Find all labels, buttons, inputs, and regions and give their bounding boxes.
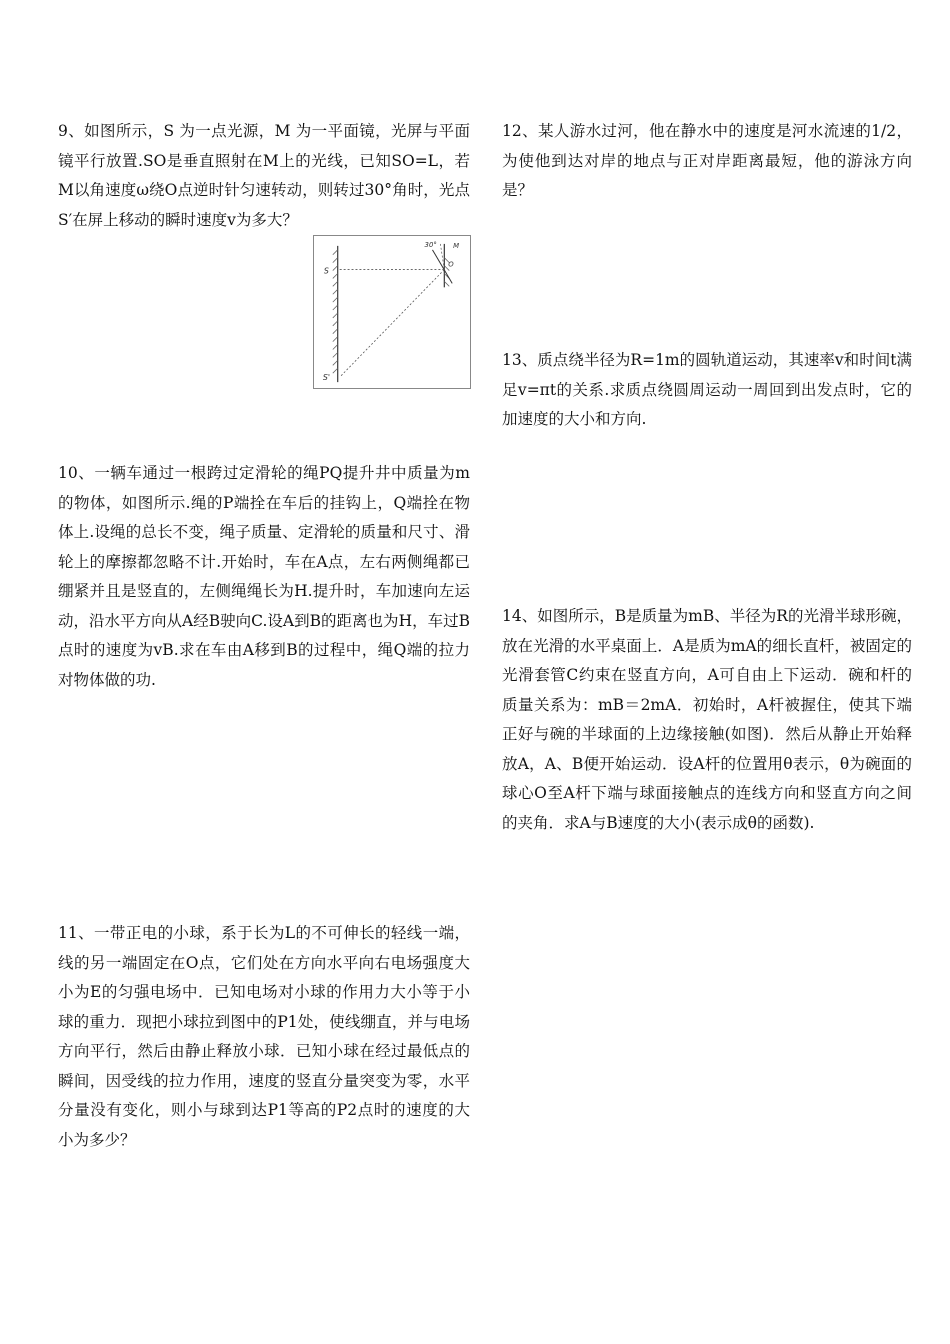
question-9-text: 9、如图所示，S 为一点光源，M 为一平面镜，光屏与平面镜平行放置.SO是垂直照射在M上的光线，已知SO=L，若M以角速度ω绕O点逆时针匀速转动，则转过30°角时，光点S′在屏上移动的瞬时速度v为多大？ [58,122,470,229]
label-m: M [453,241,460,250]
label-angle: 30° [424,240,437,249]
question-10 [58,459,470,695]
question-14 [502,602,912,838]
question-9 [58,117,470,235]
question-9-figure [313,235,471,389]
question-13 [502,346,912,435]
label-o: O [448,260,454,269]
question-11 [58,919,470,1155]
question-10-text: 10、一辆车通过一根跨过定滑轮的绳PQ提升井中质量为m的物体，如图所示.绳的P端拴在车后的挂钩上，Q端拴在物体上.设绳的总长不变，绳子质量、定滑轮的质量和尺寸、滑轮上的摩擦都忽略不计.开始时，车在A点，左右两侧绳都已绷紧并且是竖直的，左侧绳绳长为H.提升时，车加速向左运动，沿水平方向从A经B驶向C.设A到B的距离也为H，车过B点时的速度为vB.求在车由A移到B的过程中，绳Q端的拉力对物体做的功. [58,464,470,689]
label-s-prime: S' [322,373,331,383]
question-12-text: 12、某人游水过河，他在静水中的速度是河水流速的1/2，为使他到达对岸的地点与正对岸距离最短，他的游泳方向是？ [502,122,912,199]
question-13-text: 13、质点绕半径为R=1m的圆轨道运动，其速率v和时间t满足v=πt的关系.求质点绕圆周运动一周回到出发点时，它的加速度的大小和方向. [502,351,912,428]
label-s: S [323,266,329,276]
question-12 [502,117,912,206]
question-11-text: 11、一带正电的小球，系于长为L的不可伸长的轻线一端，线的另一端固定在O点，它们处在方向水平向右电场强度大小为E的匀强电场中．已知电场对小球的作用力大小等于小球的重力．现把小球拉到图中的P1处，使线绷直，并与电场方向平行，然后由静止释放小球．已知小球在经过最低点的瞬间，因受线的拉力作用，速度的竖直分量突变为零，水平分量没有变化，则小与球到达P1等高的P2点时的速度的大小为多少？ [58,924,470,1149]
mirror-light-diagram [314,236,470,388]
question-14-text: 14、如图所示，B是质量为mB、半径为R的光滑半球形碗，放在光滑的水平桌面上．A是质为mA的细长直杆，被固定的光滑套管C约束在竖直方向，A可自由上下运动．碗和杆的质量关系为：mB＝2mA．初始时，A杆被握住，使其下端正好与碗的半球面的上边缘接触(如图)．然后从静止开始释放A，A、B便开始运动．设A杆的位置用θ表示，θ为碗面的球心O至A杆下端与球面接触点的连线方向和竖直方向之间的夹角．求A与B速度的大小(表示成θ的函数). [502,607,912,832]
